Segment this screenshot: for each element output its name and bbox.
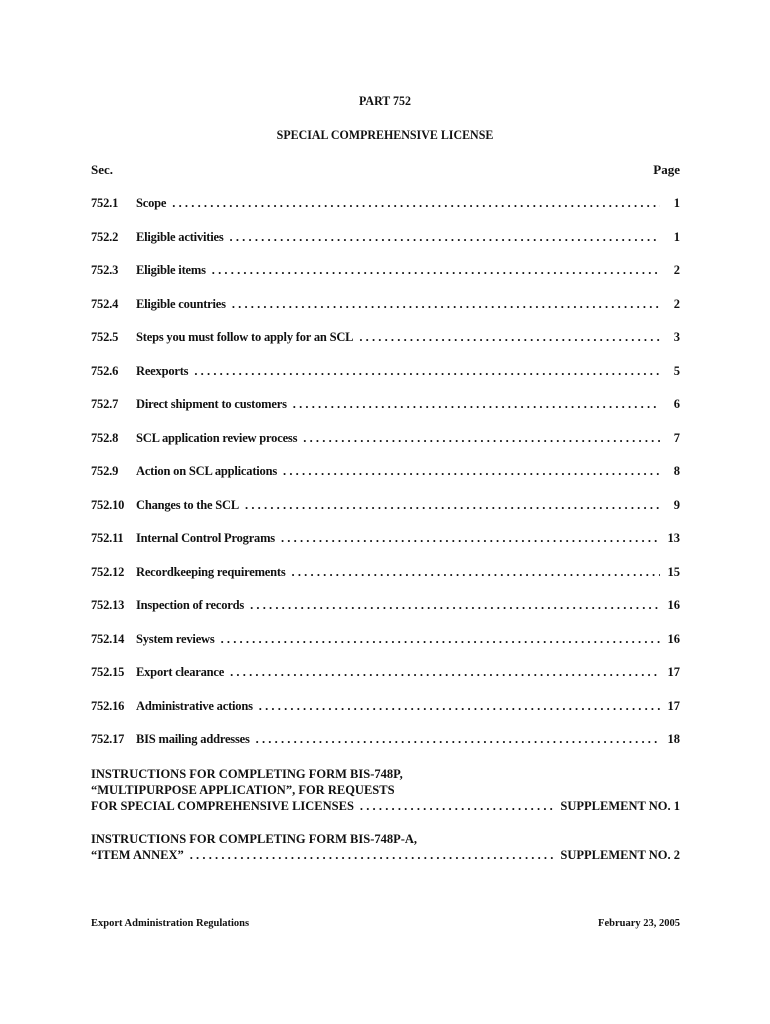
toc-entry[interactable] xyxy=(91,664,680,680)
toc-section-title: Eligible items xyxy=(136,263,206,277)
toc-page-number: 1 xyxy=(673,229,680,244)
toc-section-number: 752.5 xyxy=(91,330,119,344)
toc-page-number: 13 xyxy=(667,531,680,545)
toc-page-number: 18 xyxy=(667,732,680,746)
toc-page-number: 2 xyxy=(673,296,680,311)
page-column-header: Page xyxy=(653,162,680,177)
toc-section-title: Scope xyxy=(136,196,167,210)
toc-section-number: 752.1 xyxy=(91,196,119,210)
toc-page-number: 17 xyxy=(667,665,680,679)
toc-section-title: BIS mailing addresses xyxy=(136,732,250,746)
toc-section-number: 752.15 xyxy=(91,665,125,679)
toc-page-number: 7 xyxy=(673,430,680,445)
toc-section-title: Internal Control Programs xyxy=(136,531,275,545)
supplement-final-line xyxy=(91,847,680,863)
toc-section-title: Eligible countries xyxy=(136,296,226,311)
dot-leader xyxy=(259,698,660,714)
part-title: PART 752 xyxy=(359,93,411,108)
toc-section-title: Recordkeeping requirements xyxy=(136,564,286,579)
supplement-title-line: INSTRUCTIONS FOR COMPLETING FORM BIS-748P-A, xyxy=(91,832,418,846)
dot-leader xyxy=(221,631,660,647)
dot-leader xyxy=(250,597,660,613)
toc-entry[interactable] xyxy=(91,463,680,479)
dot-leader xyxy=(172,195,660,211)
toc-page-number: 3 xyxy=(673,330,680,344)
toc-section-title: Inspection of records xyxy=(136,598,245,612)
toc-section-number: 752.8 xyxy=(91,430,119,445)
dot-leader xyxy=(283,463,660,479)
toc-section-title: Eligible activities xyxy=(136,229,224,244)
toc-page-number: 16 xyxy=(667,598,680,612)
toc-section-title: Direct shipment to customers xyxy=(136,397,287,411)
toc-section-title: Export clearance xyxy=(136,665,225,679)
dot-leader xyxy=(303,430,660,446)
toc-page-number: 5 xyxy=(673,363,680,378)
dot-leader xyxy=(360,798,555,814)
dot-leader xyxy=(232,296,660,312)
toc-entry[interactable] xyxy=(91,430,680,446)
dot-leader xyxy=(212,262,660,278)
supplement-entry[interactable] xyxy=(91,831,680,863)
toc-section-title: Administrative actions xyxy=(136,698,253,713)
toc-entry[interactable] xyxy=(91,530,680,546)
toc-entry[interactable] xyxy=(91,597,680,613)
dot-leader xyxy=(293,396,660,412)
page-title: SPECIAL COMPREHENSIVE LICENSE xyxy=(276,127,494,142)
supplement-final-line xyxy=(91,798,680,814)
toc-page-number: 17 xyxy=(667,698,680,713)
toc-section-title: SCL application review process xyxy=(136,430,298,445)
toc-section-number: 752.2 xyxy=(91,229,119,244)
dot-leader xyxy=(292,564,660,580)
toc-section-number: 752.9 xyxy=(91,464,119,478)
supplement-entry[interactable] xyxy=(91,766,680,814)
toc-section-number: 752.4 xyxy=(91,296,119,311)
supplement-title-line: INSTRUCTIONS FOR COMPLETING FORM BIS-748P, xyxy=(91,767,403,781)
toc-entry[interactable] xyxy=(91,497,680,513)
toc-entry[interactable] xyxy=(91,262,680,278)
toc-entry[interactable] xyxy=(91,698,680,714)
dot-leader xyxy=(256,731,660,747)
dot-leader xyxy=(359,329,660,345)
section-column-header: Sec. xyxy=(91,162,114,177)
toc-entry[interactable] xyxy=(91,329,680,345)
toc-section-title: Action on SCL applications xyxy=(136,464,278,478)
dot-leader xyxy=(245,497,660,513)
toc-entry[interactable] xyxy=(91,363,680,379)
toc-entry[interactable] xyxy=(91,731,680,747)
toc-section-title: System reviews xyxy=(136,631,215,646)
dot-leader xyxy=(190,847,555,863)
toc-entry[interactable] xyxy=(91,564,680,580)
toc-section-number: 752.16 xyxy=(91,698,125,713)
dot-leader xyxy=(230,229,660,245)
footer-date: February 23, 2005 xyxy=(598,918,680,929)
supplement-title-line: “MULTIPURPOSE APPLICATION”, FOR REQUESTS xyxy=(91,783,395,797)
dot-leader xyxy=(194,363,660,379)
toc-section-number: 752.13 xyxy=(91,598,125,612)
dot-leader xyxy=(281,530,660,546)
toc-section-title: Changes to the SCL xyxy=(136,497,240,512)
toc-section-number: 752.6 xyxy=(91,363,119,378)
toc-section-number: 752.11 xyxy=(91,531,124,545)
supplement-title-line: FOR SPECIAL COMPREHENSIVE LICENSES xyxy=(91,799,354,813)
toc-page-number: 15 xyxy=(667,564,680,579)
supplement-title-line: “ITEM ANNEX” xyxy=(91,848,184,862)
toc-section-number: 752.7 xyxy=(91,397,119,411)
toc-section-title: Reexports xyxy=(136,363,189,378)
footer-publication-name: Export Administration Regulations xyxy=(91,918,250,929)
toc-page-number: 6 xyxy=(673,397,680,411)
toc-entry[interactable] xyxy=(91,296,680,312)
toc-section-number: 752.14 xyxy=(91,631,125,646)
toc-page-number: 2 xyxy=(673,263,680,277)
toc-section-number: 752.17 xyxy=(91,732,125,746)
toc-page-number: 8 xyxy=(673,464,680,478)
toc-page-number: 16 xyxy=(667,631,680,646)
toc-entry[interactable] xyxy=(91,631,680,647)
toc-entry[interactable] xyxy=(91,195,680,211)
toc-section-number: 752.3 xyxy=(91,263,119,277)
toc-section-number: 752.10 xyxy=(91,497,125,512)
toc-entry[interactable] xyxy=(91,396,680,412)
supplement-reference: SUPPLEMENT NO. 1 xyxy=(560,799,680,813)
dot-leader xyxy=(230,664,660,680)
toc-section-title: Steps you must follow to apply for an SCL xyxy=(136,330,354,344)
toc-entry[interactable] xyxy=(91,229,680,245)
toc-page-number: 1 xyxy=(673,196,680,210)
toc-page-number: 9 xyxy=(673,497,680,512)
supplement-reference: SUPPLEMENT NO. 2 xyxy=(560,848,680,862)
toc-section-number: 752.12 xyxy=(91,564,125,579)
